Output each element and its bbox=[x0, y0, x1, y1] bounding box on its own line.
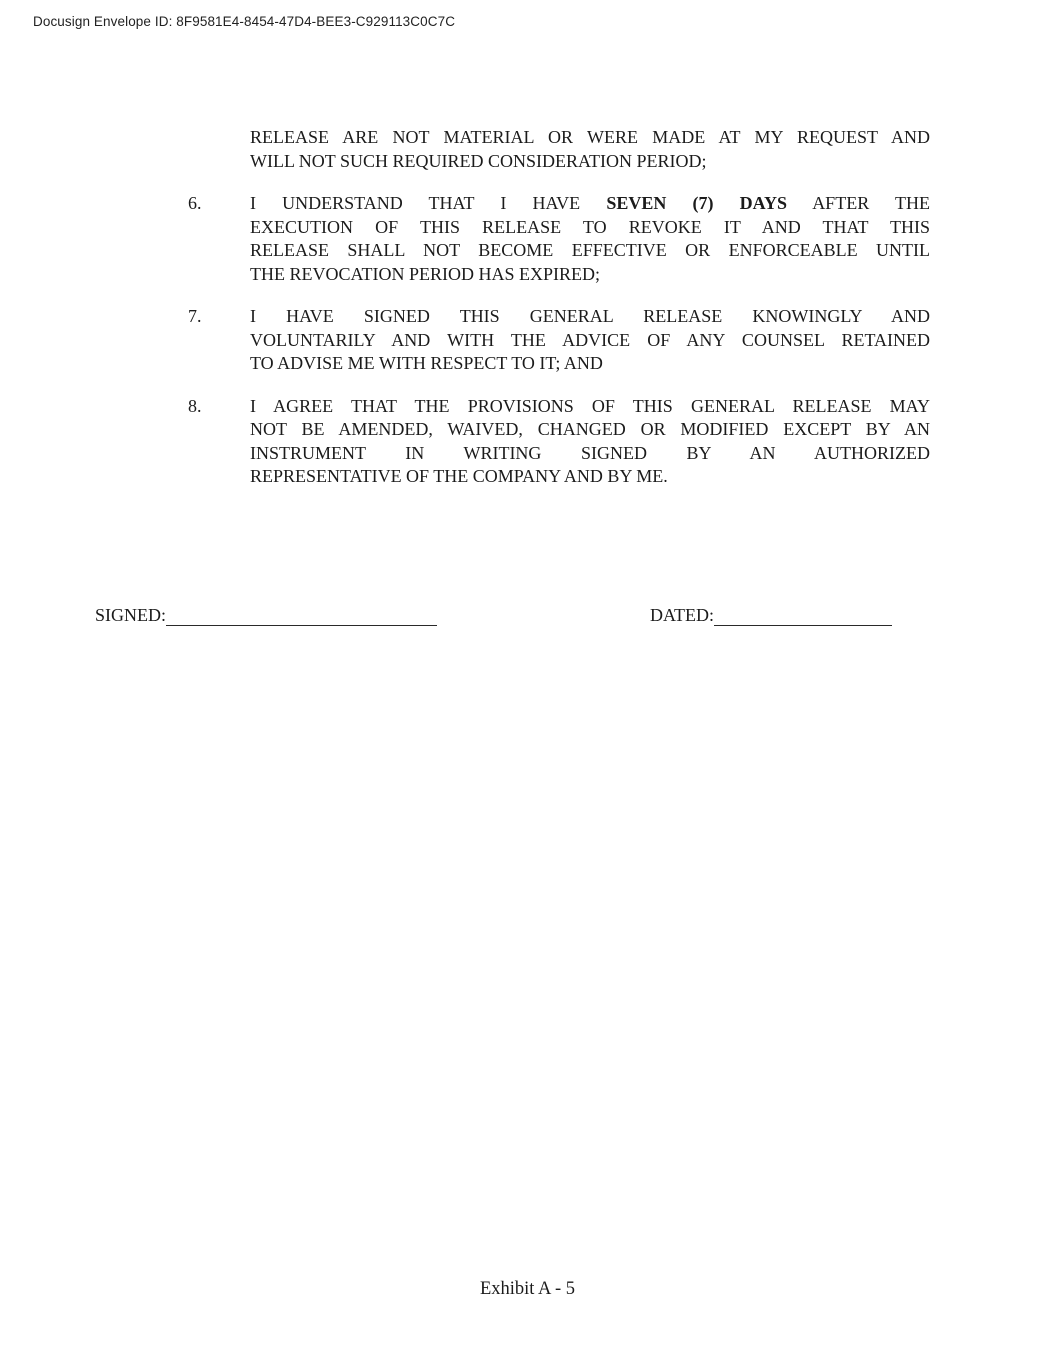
paragraph-line: RELEASE SHALL NOT BECOME EFFECTIVE OR ENFORCEABLE UNTIL bbox=[250, 240, 930, 260]
item-text bbox=[250, 305, 930, 376]
document-body bbox=[188, 126, 930, 508]
signed-blank-line bbox=[166, 604, 437, 626]
footer-page-label: Exhibit A - 5 bbox=[479, 1279, 576, 1299]
signed-field bbox=[95, 604, 437, 626]
signature-row bbox=[0, 604, 1055, 634]
paragraph-line: WILL NOT SUCH REQUIRED CONSIDERATION PERIOD; bbox=[250, 150, 707, 171]
item-number: 7. bbox=[188, 306, 202, 326]
item-text bbox=[250, 395, 930, 489]
dated-blank-line bbox=[714, 604, 892, 626]
dated-label: DATED: bbox=[650, 605, 714, 625]
paragraph-line: EXECUTION OF THIS RELEASE TO REVOKE IT AND THAT THIS bbox=[250, 216, 930, 237]
paragraph-line: VOLUNTARILY AND WITH THE ADVICE OF ANY COUNSEL RETAINED bbox=[250, 329, 930, 350]
paragraph-line: INSTRUMENT IN WRITING SIGNED BY AN AUTHORIZED bbox=[250, 442, 930, 463]
list-item-8 bbox=[188, 395, 930, 489]
signed-label: SIGNED: bbox=[95, 605, 166, 625]
paragraph-line: I AGREE THAT THE PROVISIONS OF THIS GENERAL RELEASE MAY bbox=[250, 395, 930, 416]
paragraph-line: THE REVOCATION PERIOD HAS EXPIRED; bbox=[250, 263, 600, 284]
item-text-segment: AFTER THE bbox=[812, 193, 931, 213]
paragraph-line: I HAVE SIGNED THIS GENERAL RELEASE KNOWINGLY AND bbox=[250, 306, 930, 326]
list-item-6 bbox=[188, 192, 930, 286]
item-text-segment: I UNDERSTAND THAT I HAVE bbox=[250, 193, 581, 213]
paragraph-line: NOT BE AMENDED, WAIVED, CHANGED OR MODIFIED EXCEPT BY AN bbox=[250, 419, 930, 439]
item-number: 6. bbox=[188, 193, 202, 213]
dated-field bbox=[650, 604, 892, 626]
list-item-7 bbox=[188, 305, 930, 376]
item-text-bold-segment: SEVEN (7) DAYS bbox=[606, 193, 788, 213]
paragraph-line: REPRESENTATIVE OF THE COMPANY AND BY ME. bbox=[250, 466, 668, 486]
docusign-envelope-id: Docusign Envelope ID: 8F9581E4-8454-47D4-BEE3-C929113C0C7C bbox=[33, 14, 456, 29]
paragraph-line: RELEASE ARE NOT MATERIAL OR WERE MADE AT MY REQUEST AND bbox=[250, 127, 930, 147]
item-number: 8. bbox=[188, 395, 202, 416]
paragraph-line: TO ADVISE ME WITH RESPECT TO IT; AND bbox=[250, 353, 603, 373]
paragraph-line bbox=[250, 192, 930, 216]
item-text bbox=[250, 192, 930, 286]
paragraph-continuation bbox=[250, 126, 930, 173]
